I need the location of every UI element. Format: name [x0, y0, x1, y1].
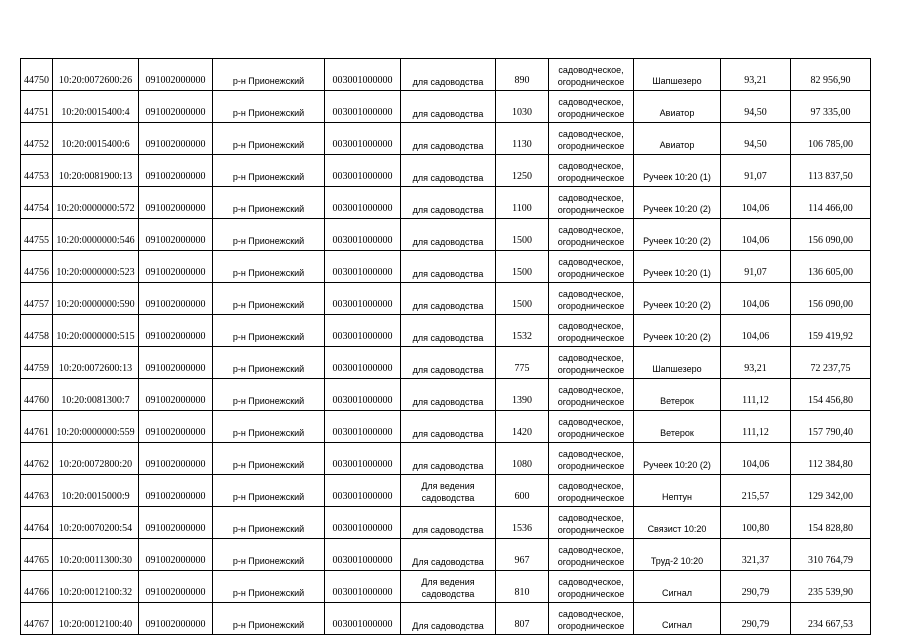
cell-permitted-use: для садоводства: [401, 187, 496, 219]
cell-land-category: садоводческое, огородническое: [549, 347, 634, 379]
cell-cadastral-value: 112 384,80: [791, 443, 871, 475]
cell-record-id: 44751: [21, 91, 53, 123]
cell-permitted-use: Для ведения садоводства: [401, 475, 496, 507]
cell-record-id: 44757: [21, 283, 53, 315]
cell-record-id: 44755: [21, 219, 53, 251]
cell-location: Ручеек 10:20 (1): [634, 155, 721, 187]
cell-cadastral-number: 10:20:0012100:40: [53, 603, 139, 635]
cell-district: р-н Прионежский: [213, 91, 325, 123]
cell-oktmo-code: 091002000000: [139, 443, 213, 475]
cell-record-id: 44760: [21, 379, 53, 411]
cell-land-category: садоводческое, огородническое: [549, 315, 634, 347]
cell-permitted-use: для садоводства: [401, 443, 496, 475]
cell-specific-value: 321,37: [721, 539, 791, 571]
cell-oktmo-code: 091002000000: [139, 187, 213, 219]
cell-oktmo-code: 091002000000: [139, 603, 213, 635]
cell-location: Связист 10:20: [634, 507, 721, 539]
cell-record-id: 44756: [21, 251, 53, 283]
cell-area: 1030: [496, 91, 549, 123]
cell-oktmo-code: 091002000000: [139, 283, 213, 315]
cell-specific-value: 91,07: [721, 155, 791, 187]
cell-district: р-н Прионежский: [213, 251, 325, 283]
cell-group-code: 003001000000: [325, 539, 401, 571]
cell-land-category: садоводческое, огородническое: [549, 251, 634, 283]
cell-area: 890: [496, 59, 549, 91]
cell-location: Ручеек 10:20 (1): [634, 251, 721, 283]
cell-cadastral-number: 10:20:0072600:13: [53, 347, 139, 379]
cell-area: 1500: [496, 251, 549, 283]
cell-area: 1536: [496, 507, 549, 539]
cell-land-category: садоводческое, огородническое: [549, 571, 634, 603]
cell-location: Авиатор: [634, 123, 721, 155]
cell-specific-value: 104,06: [721, 443, 791, 475]
table-row: [21, 603, 871, 635]
cell-area: 1500: [496, 219, 549, 251]
cell-group-code: 003001000000: [325, 219, 401, 251]
cell-cadastral-value: 97 335,00: [791, 91, 871, 123]
cell-area: 1250: [496, 155, 549, 187]
cell-group-code: 003001000000: [325, 571, 401, 603]
cell-specific-value: 215,57: [721, 475, 791, 507]
cell-district: р-н Прионежский: [213, 507, 325, 539]
cell-area: 1420: [496, 411, 549, 443]
cell-area: 1390: [496, 379, 549, 411]
cell-oktmo-code: 091002000000: [139, 123, 213, 155]
cell-cadastral-number: 10:20:0000000:559: [53, 411, 139, 443]
cell-cadastral-value: 159 419,92: [791, 315, 871, 347]
cell-district: р-н Прионежский: [213, 155, 325, 187]
cell-cadastral-value: 113 837,50: [791, 155, 871, 187]
cell-area: 1500: [496, 283, 549, 315]
cell-cadastral-value: 156 090,00: [791, 219, 871, 251]
cell-area: 1130: [496, 123, 549, 155]
cell-land-category: садоводческое, огородническое: [549, 91, 634, 123]
cell-group-code: 003001000000: [325, 187, 401, 219]
cell-permitted-use: для садоводства: [401, 91, 496, 123]
cell-group-code: 003001000000: [325, 507, 401, 539]
cell-group-code: 003001000000: [325, 91, 401, 123]
cell-district: р-н Прионежский: [213, 603, 325, 635]
cell-cadastral-value: 72 237,75: [791, 347, 871, 379]
cell-oktmo-code: 091002000000: [139, 91, 213, 123]
cell-cadastral-number: 10:20:0000000:546: [53, 219, 139, 251]
cell-oktmo-code: 091002000000: [139, 219, 213, 251]
cell-record-id: 44750: [21, 59, 53, 91]
cell-permitted-use: Для садоводства: [401, 603, 496, 635]
cell-cadastral-value: 235 539,90: [791, 571, 871, 603]
cell-specific-value: 290,79: [721, 571, 791, 603]
cell-permitted-use: для садоводства: [401, 347, 496, 379]
cell-group-code: 003001000000: [325, 411, 401, 443]
cell-oktmo-code: 091002000000: [139, 539, 213, 571]
cell-land-category: садоводческое, огородническое: [549, 443, 634, 475]
cell-cadastral-value: 129 342,00: [791, 475, 871, 507]
cell-cadastral-number: 10:20:0070200:54: [53, 507, 139, 539]
cell-land-category: садоводческое, огородническое: [549, 475, 634, 507]
cell-district: р-н Прионежский: [213, 187, 325, 219]
cell-location: Шапшезеро: [634, 59, 721, 91]
cell-cadastral-number: 10:20:0015400:6: [53, 123, 139, 155]
cell-land-category: садоводческое, огородническое: [549, 507, 634, 539]
cell-district: р-н Прионежский: [213, 315, 325, 347]
cell-permitted-use: для садоводства: [401, 411, 496, 443]
cell-location: Ручеек 10:20 (2): [634, 315, 721, 347]
cell-land-category: садоводческое, огородническое: [549, 219, 634, 251]
table-row: [21, 379, 871, 411]
cell-land-category: садоводческое, огородническое: [549, 59, 634, 91]
table-row: [21, 315, 871, 347]
cell-group-code: 003001000000: [325, 379, 401, 411]
cell-cadastral-number: 10:20:0000000:572: [53, 187, 139, 219]
cell-cadastral-value: 114 466,00: [791, 187, 871, 219]
cell-district: р-н Прионежский: [213, 443, 325, 475]
cell-location: Шапшезеро: [634, 347, 721, 379]
cell-area: 967: [496, 539, 549, 571]
cell-area: 1532: [496, 315, 549, 347]
cell-oktmo-code: 091002000000: [139, 59, 213, 91]
cell-cadastral-number: 10:20:0000000:515: [53, 315, 139, 347]
cell-location: Ручеек 10:20 (2): [634, 443, 721, 475]
cell-district: р-н Прионежский: [213, 539, 325, 571]
cell-area: 600: [496, 475, 549, 507]
table-row: [21, 251, 871, 283]
cell-district: р-н Прионежский: [213, 59, 325, 91]
cell-specific-value: 93,21: [721, 347, 791, 379]
cell-record-id: 44752: [21, 123, 53, 155]
cell-group-code: 003001000000: [325, 315, 401, 347]
cell-district: р-н Прионежский: [213, 571, 325, 603]
cell-oktmo-code: 091002000000: [139, 251, 213, 283]
cell-record-id: 44764: [21, 507, 53, 539]
cell-area: 775: [496, 347, 549, 379]
cell-cadastral-number: 10:20:0081300:7: [53, 379, 139, 411]
cell-cadastral-number: 10:20:0000000:590: [53, 283, 139, 315]
cell-location: Сигнал: [634, 603, 721, 635]
cell-oktmo-code: 091002000000: [139, 411, 213, 443]
cell-permitted-use: для садоводства: [401, 251, 496, 283]
cell-oktmo-code: 091002000000: [139, 379, 213, 411]
cell-location: Труд-2 10:20: [634, 539, 721, 571]
cell-specific-value: 94,50: [721, 123, 791, 155]
table-row: [21, 283, 871, 315]
cell-district: р-н Прионежский: [213, 379, 325, 411]
cell-group-code: 003001000000: [325, 155, 401, 187]
table-row: [21, 187, 871, 219]
table-row: [21, 507, 871, 539]
cell-land-category: садоводческое, огородническое: [549, 603, 634, 635]
cell-permitted-use: для садоводства: [401, 315, 496, 347]
cell-group-code: 003001000000: [325, 475, 401, 507]
cell-land-category: садоводческое, огородническое: [549, 283, 634, 315]
cell-district: р-н Прионежский: [213, 347, 325, 379]
cell-record-id: 44758: [21, 315, 53, 347]
cell-record-id: 44766: [21, 571, 53, 603]
cell-cadastral-value: 82 956,90: [791, 59, 871, 91]
cell-specific-value: 111,12: [721, 411, 791, 443]
cell-oktmo-code: 091002000000: [139, 347, 213, 379]
cell-cadastral-number: 10:20:0012100:32: [53, 571, 139, 603]
cell-permitted-use: для садоводства: [401, 155, 496, 187]
cell-land-category: садоводческое, огородническое: [549, 539, 634, 571]
cell-oktmo-code: 091002000000: [139, 507, 213, 539]
table-row: [21, 219, 871, 251]
table-body: [21, 59, 871, 635]
cell-group-code: 003001000000: [325, 603, 401, 635]
cell-area: 810: [496, 571, 549, 603]
cell-specific-value: 93,21: [721, 59, 791, 91]
cell-group-code: 003001000000: [325, 251, 401, 283]
cell-record-id: 44761: [21, 411, 53, 443]
cell-permitted-use: для садоводства: [401, 507, 496, 539]
cell-record-id: 44754: [21, 187, 53, 219]
cell-permitted-use: для садоводства: [401, 283, 496, 315]
cell-oktmo-code: 091002000000: [139, 315, 213, 347]
cell-specific-value: 104,06: [721, 283, 791, 315]
cell-cadastral-value: 154 456,80: [791, 379, 871, 411]
cell-group-code: 003001000000: [325, 123, 401, 155]
cell-district: р-н Прионежский: [213, 219, 325, 251]
cell-record-id: 44763: [21, 475, 53, 507]
cell-district: р-н Прионежский: [213, 283, 325, 315]
cell-location: Нептун: [634, 475, 721, 507]
cell-cadastral-number: 10:20:0081900:13: [53, 155, 139, 187]
table-row: [21, 347, 871, 379]
cell-cadastral-value: 157 790,40: [791, 411, 871, 443]
cell-oktmo-code: 091002000000: [139, 571, 213, 603]
table-row: [21, 91, 871, 123]
cell-cadastral-value: 156 090,00: [791, 283, 871, 315]
cell-specific-value: 104,06: [721, 315, 791, 347]
cell-location: Ручеек 10:20 (2): [634, 187, 721, 219]
cell-permitted-use: для садоводства: [401, 59, 496, 91]
cell-group-code: 003001000000: [325, 59, 401, 91]
cell-cadastral-number: 10:20:0015000:9: [53, 475, 139, 507]
cell-permitted-use: для садоводства: [401, 379, 496, 411]
cell-cadastral-value: 154 828,80: [791, 507, 871, 539]
cell-location: Ручеек 10:20 (2): [634, 283, 721, 315]
cell-location: Ручеек 10:20 (2): [634, 219, 721, 251]
cell-permitted-use: для садоводства: [401, 219, 496, 251]
cell-specific-value: 104,06: [721, 187, 791, 219]
cell-permitted-use: для садоводства: [401, 123, 496, 155]
cell-cadastral-value: 136 605,00: [791, 251, 871, 283]
cell-land-category: садоводческое, огородническое: [549, 411, 634, 443]
cell-area: 1080: [496, 443, 549, 475]
table-row: [21, 539, 871, 571]
cell-permitted-use: Для ведения садоводства: [401, 571, 496, 603]
cell-group-code: 003001000000: [325, 347, 401, 379]
cell-location: Ветерок: [634, 379, 721, 411]
cell-cadastral-number: 10:20:0000000:523: [53, 251, 139, 283]
cell-record-id: 44765: [21, 539, 53, 571]
table-row: [21, 123, 871, 155]
cell-land-category: садоводческое, огородническое: [549, 379, 634, 411]
cell-land-category: садоводческое, огородническое: [549, 155, 634, 187]
cell-specific-value: 111,12: [721, 379, 791, 411]
cell-land-category: садоводческое, огородническое: [549, 187, 634, 219]
cell-cadastral-value: 310 764,79: [791, 539, 871, 571]
cell-record-id: 44759: [21, 347, 53, 379]
cell-cadastral-number: 10:20:0072600:26: [53, 59, 139, 91]
cadastral-value-table: [20, 58, 871, 635]
cell-specific-value: 91,07: [721, 251, 791, 283]
cell-cadastral-value: 106 785,00: [791, 123, 871, 155]
table-row: [21, 155, 871, 187]
cell-group-code: 003001000000: [325, 283, 401, 315]
cell-permitted-use: Для садоводства: [401, 539, 496, 571]
cell-location: Ветерок: [634, 411, 721, 443]
table-row: [21, 475, 871, 507]
table-row: [21, 59, 871, 91]
cell-cadastral-number: 10:20:0011300:30: [53, 539, 139, 571]
cell-record-id: 44762: [21, 443, 53, 475]
cell-cadastral-value: 234 667,53: [791, 603, 871, 635]
cell-record-id: 44753: [21, 155, 53, 187]
cell-oktmo-code: 091002000000: [139, 475, 213, 507]
cell-cadastral-number: 10:20:0072800:20: [53, 443, 139, 475]
cell-land-category: садоводческое, огородническое: [549, 123, 634, 155]
cell-area: 807: [496, 603, 549, 635]
cell-area: 1100: [496, 187, 549, 219]
cell-cadastral-number: 10:20:0015400:4: [53, 91, 139, 123]
cell-specific-value: 104,06: [721, 219, 791, 251]
cell-location: Авиатор: [634, 91, 721, 123]
cell-specific-value: 290,79: [721, 603, 791, 635]
cell-location: Сигнал: [634, 571, 721, 603]
cell-specific-value: 94,50: [721, 91, 791, 123]
cell-district: р-н Прионежский: [213, 411, 325, 443]
table-row: [21, 411, 871, 443]
table-row: [21, 571, 871, 603]
cell-district: р-н Прионежский: [213, 475, 325, 507]
cell-record-id: 44767: [21, 603, 53, 635]
cell-group-code: 003001000000: [325, 443, 401, 475]
cell-district: р-н Прионежский: [213, 123, 325, 155]
cell-oktmo-code: 091002000000: [139, 155, 213, 187]
cell-specific-value: 100,80: [721, 507, 791, 539]
table-row: [21, 443, 871, 475]
